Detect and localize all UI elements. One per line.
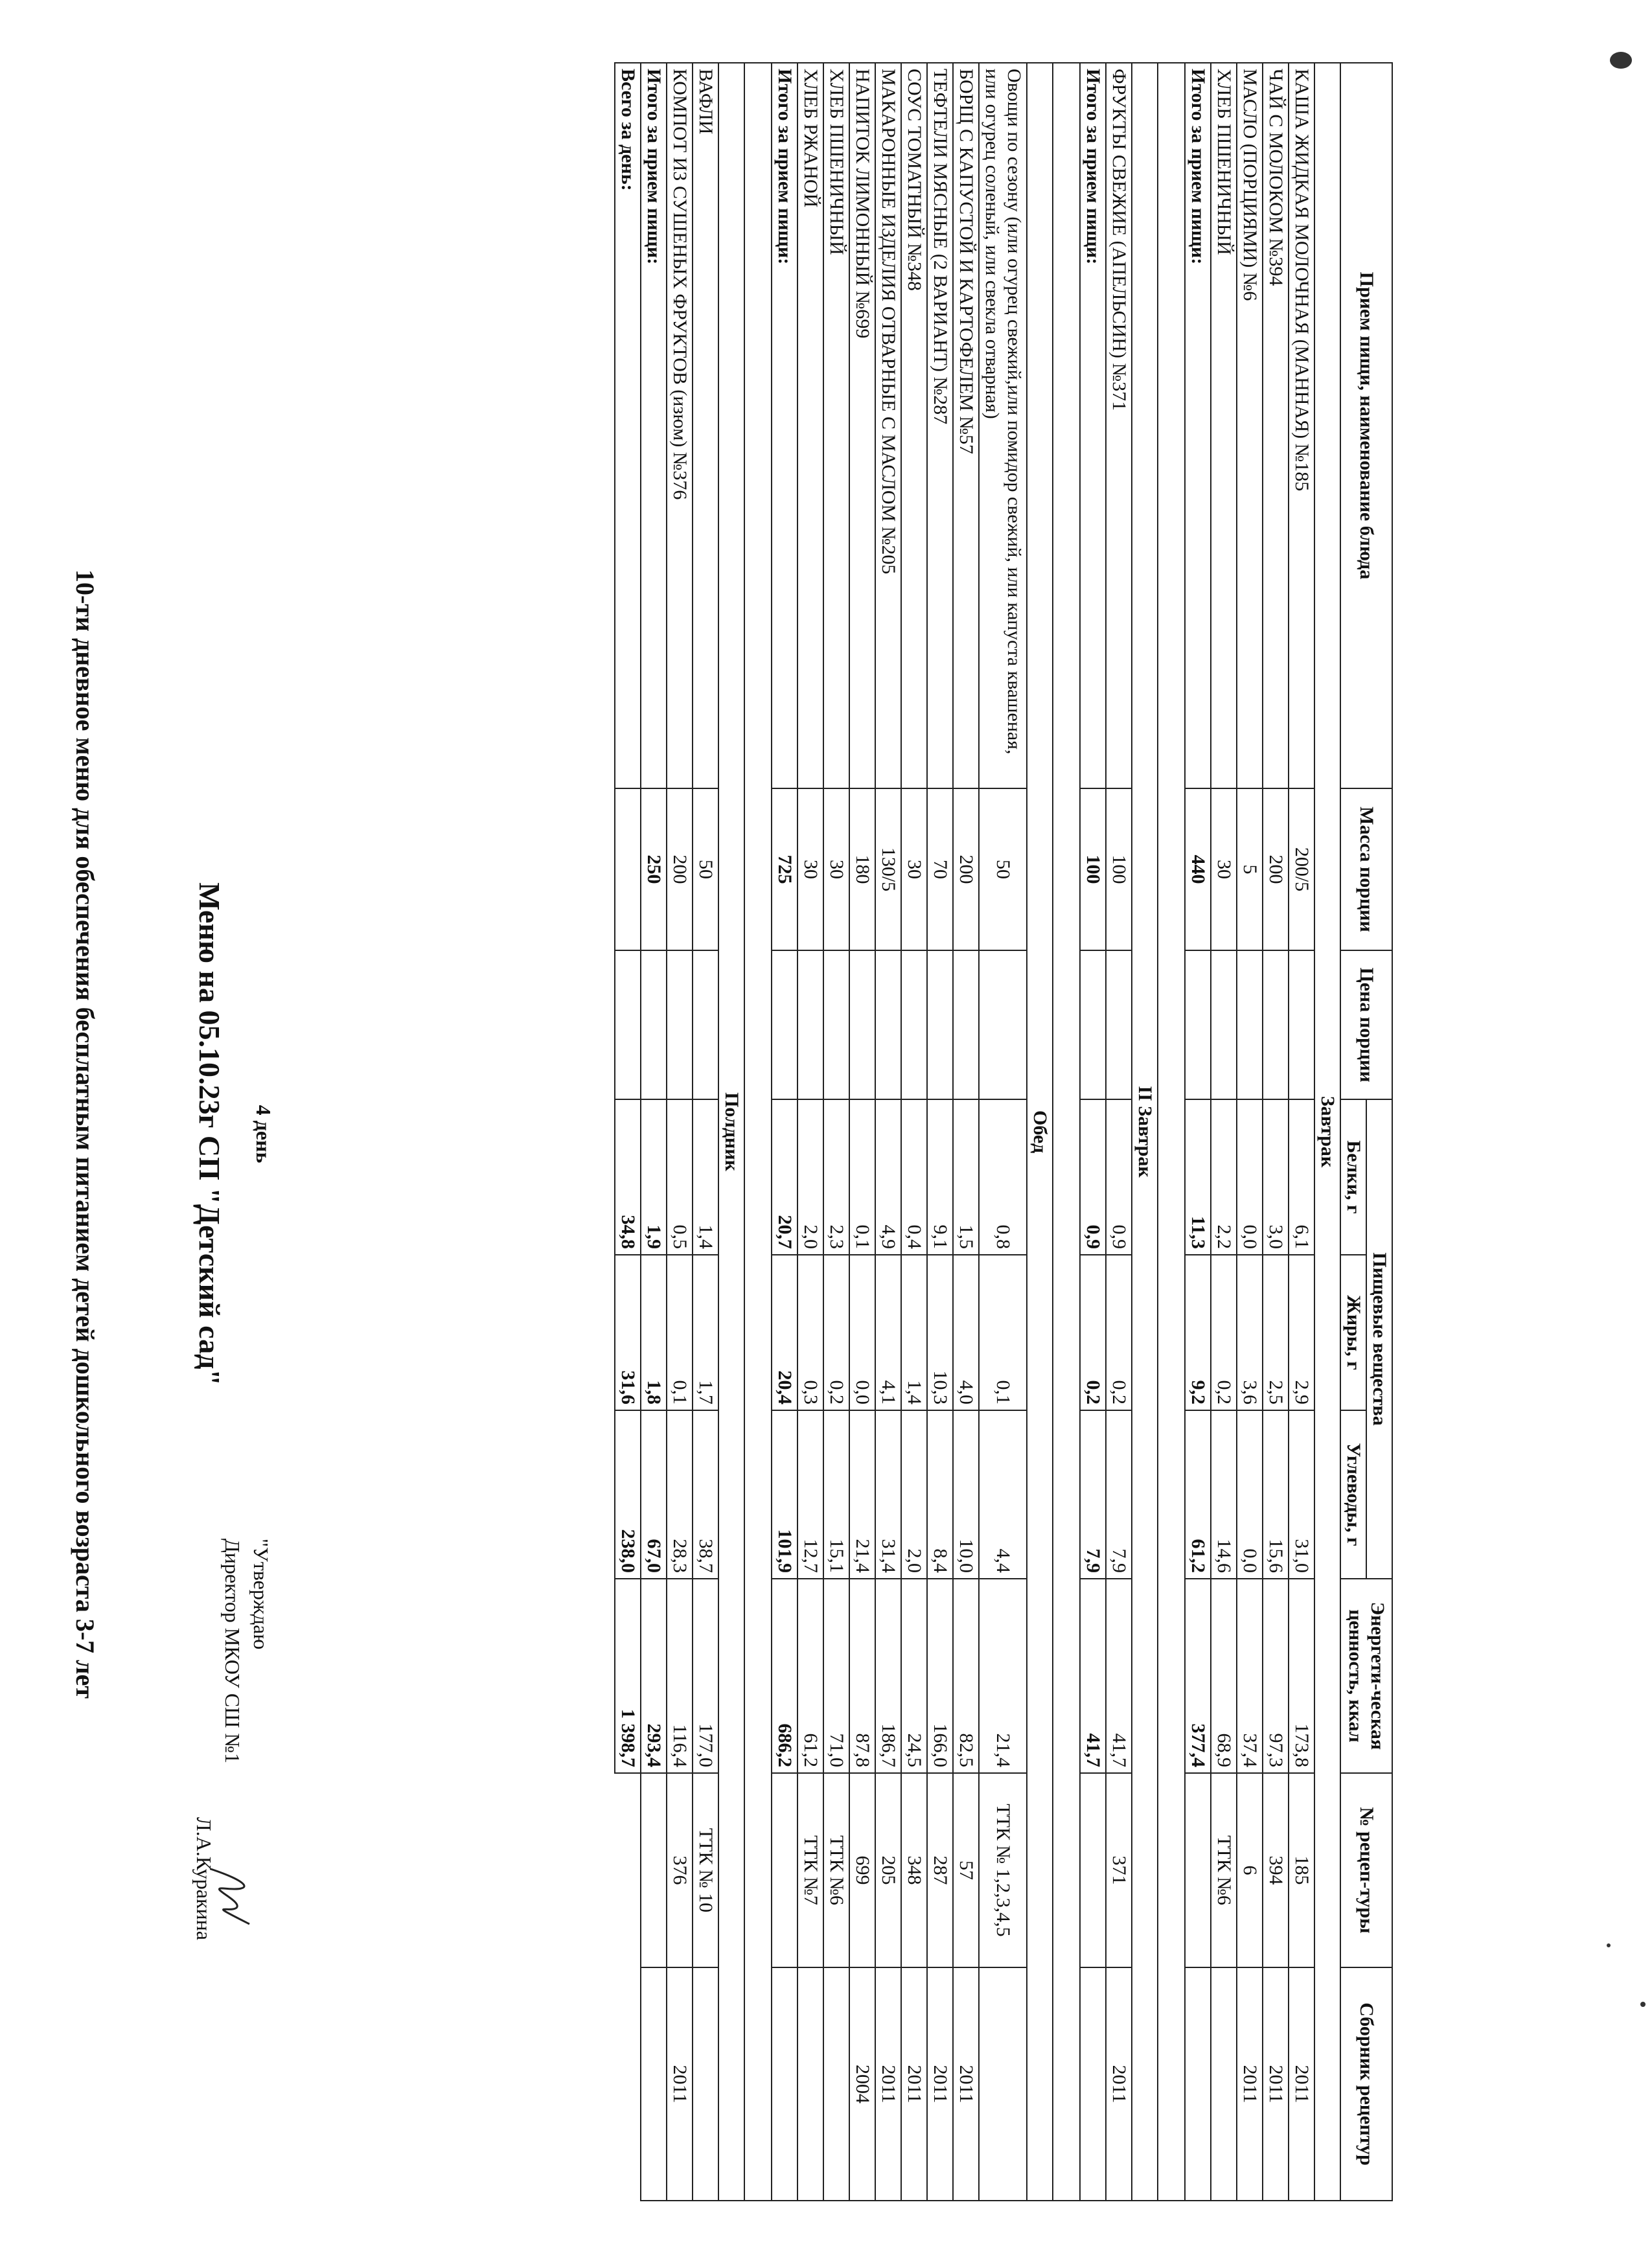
- fat-value: 3,6: [1237, 1255, 1263, 1410]
- total-protein: 0,9: [1080, 1099, 1106, 1255]
- carb-value: 10,0: [953, 1410, 979, 1579]
- empty-cell: [641, 1773, 667, 1967]
- fat-value: 0,3: [797, 1255, 823, 1410]
- table-row: [823, 63, 849, 2201]
- empty-cell: [1185, 1773, 1211, 1967]
- table-row: [1263, 63, 1289, 2201]
- protein-value: 1,5: [953, 1099, 979, 1255]
- portion-price: [1211, 950, 1237, 1099]
- protein-value: 9,1: [927, 1099, 953, 1255]
- table-row: [1211, 63, 1237, 2201]
- collection-year: [693, 1967, 718, 2201]
- empty-cell: [1080, 1773, 1106, 1967]
- total-row: [1080, 63, 1106, 2201]
- fat-value: 2,5: [1263, 1255, 1289, 1410]
- collection-year: [823, 1967, 849, 2201]
- fat-value: 0,1: [979, 1255, 1027, 1410]
- collection-year: 2011: [1106, 1967, 1132, 2201]
- total-mass: 440: [1185, 788, 1211, 950]
- section-title: Обед: [1027, 63, 1053, 2201]
- energy-value: 61,2: [797, 1579, 823, 1773]
- total-carb: 61,2: [1185, 1410, 1211, 1579]
- empty-cell: [1080, 1967, 1106, 2201]
- protein-value: 2,2: [1211, 1099, 1237, 1255]
- grand-total-protein: 34,8: [615, 1099, 641, 1255]
- empty-cell: [772, 1773, 797, 1967]
- portion-mass: 50: [693, 788, 718, 950]
- total-mass: 725: [772, 788, 797, 950]
- approval-line-1: "Утверждаю: [249, 1539, 273, 1650]
- portion-mass: 200/5: [1289, 788, 1314, 950]
- empty-cell: [641, 950, 667, 1099]
- collection-year: 2011: [1289, 1967, 1314, 2201]
- portion-mass: 200: [1263, 788, 1289, 950]
- fat-value: 4,0: [953, 1255, 979, 1410]
- protein-value: 2,0: [797, 1099, 823, 1255]
- total-energy: 41,7: [1080, 1579, 1106, 1773]
- grand-total-row: [615, 63, 641, 2201]
- energy-value: 97,3: [1263, 1579, 1289, 1773]
- energy-value: 41,7: [1106, 1579, 1132, 1773]
- total-protein: 11,3: [1185, 1099, 1211, 1255]
- total-row: [772, 63, 797, 2201]
- dish-name: ХЛЕБ РЖАНОЙ: [797, 63, 823, 788]
- spacer-cell: [1053, 63, 1080, 2201]
- energy-value: 71,0: [823, 1579, 849, 1773]
- dish-name: БОРЩ С КАПУСТОЙ И КАРТОФЕЛЕМ №57: [953, 63, 979, 788]
- carb-value: 7,9: [1106, 1410, 1132, 1579]
- recipe-number: 376: [667, 1773, 693, 1967]
- fat-value: 1,7: [693, 1255, 718, 1410]
- portion-price: [667, 950, 693, 1099]
- recipe-number: 6: [1237, 1773, 1263, 1967]
- portion-price: [849, 950, 875, 1099]
- dish-name: СОУС ТОМАТНЫЙ №348: [901, 63, 927, 788]
- fat-value: 4,1: [875, 1255, 901, 1410]
- dish-name: ЧАЙ С МОЛОКОМ №394: [1263, 63, 1289, 788]
- document-title: 10-ти дневное меню для обеспечения бесплатным питанием детей дошкольного возраста 3-7 лет: [71, 569, 100, 1699]
- header-recipe-no: № рецеп-туры: [1340, 1773, 1392, 1967]
- total-carb: 67,0: [641, 1410, 667, 1579]
- protein-value: 3,0: [1263, 1099, 1289, 1255]
- dish-name: ВАФЛИ: [693, 63, 718, 788]
- protein-value: 0,5: [667, 1099, 693, 1255]
- portion-mass: 70: [927, 788, 953, 950]
- section-row: [1027, 63, 1053, 2201]
- empty-cell: [1080, 950, 1106, 1099]
- empty-cell: [772, 1967, 797, 2201]
- recipe-number: ТТК № 10: [693, 1773, 718, 1967]
- protein-value: 6,1: [1289, 1099, 1314, 1255]
- portion-mass: 100: [1106, 788, 1132, 950]
- carb-value: 14,6: [1211, 1410, 1237, 1579]
- table-row: [901, 63, 927, 2201]
- collection-year: [979, 1967, 1027, 2201]
- scan-speck: [1610, 52, 1632, 69]
- portion-mass: 200: [953, 788, 979, 950]
- total-protein: 1,9: [641, 1099, 667, 1255]
- spacer-row: [1053, 63, 1080, 2201]
- energy-value: 37,4: [1237, 1579, 1263, 1773]
- total-carb: 7,9: [1080, 1410, 1106, 1579]
- protein-value: 0,8: [979, 1099, 1027, 1255]
- section-row: [1314, 63, 1340, 2201]
- table-row: [1289, 63, 1314, 2201]
- recipe-number: 57: [953, 1773, 979, 1967]
- table-row: [797, 63, 823, 2201]
- recipe-number: 394: [1263, 1773, 1289, 1967]
- energy-value: 177,0: [693, 1579, 718, 1773]
- recipe-number: ТТК №7: [797, 1773, 823, 1967]
- recipe-number: 185: [1289, 1773, 1314, 1967]
- grand-total-energy: 1 398,7: [615, 1579, 641, 1773]
- portion-price: [823, 950, 849, 1099]
- total-label: Итого за прием пищи:: [1080, 63, 1106, 788]
- header-collection: Сборник рецептур: [1340, 1967, 1392, 2201]
- protein-value: 0,0: [1237, 1099, 1263, 1255]
- portion-price: [953, 950, 979, 1099]
- header-energy: Энергети-ческая ценность, ккал: [1340, 1579, 1392, 1773]
- portion-mass: 30: [823, 788, 849, 950]
- total-fat: 20,4: [772, 1255, 797, 1410]
- total-energy: 377,4: [1185, 1579, 1211, 1773]
- total-mass: 100: [1080, 788, 1106, 950]
- dish-name: ТЕФТЕЛИ МЯСНЫЕ (2 ВАРИАНТ) №287: [927, 63, 953, 788]
- total-protein: 20,7: [772, 1099, 797, 1255]
- collection-year: 2011: [1263, 1967, 1289, 2201]
- header-nutrients: Пищевые вещества: [1366, 1099, 1392, 1579]
- portion-mass: 200: [667, 788, 693, 950]
- portion-mass: 5: [1237, 788, 1263, 950]
- carb-value: 2,0: [901, 1410, 927, 1579]
- grand-total-fat: 31,6: [615, 1255, 641, 1410]
- grand-total-carb: 238,0: [615, 1410, 641, 1579]
- carb-value: 31,4: [875, 1410, 901, 1579]
- header-portion-price: Цена порции: [1340, 950, 1392, 1099]
- approval-line-2: Директор МКОУ СШ №1: [221, 1539, 244, 1763]
- fat-value: 1,4: [901, 1255, 927, 1410]
- portion-mass: 50: [979, 788, 1027, 950]
- total-energy: 686,2: [772, 1579, 797, 1773]
- total-row: [1185, 63, 1211, 2201]
- dish-name: НАПИТОК ЛИМОННЫЙ №699: [849, 63, 875, 788]
- portion-mass: 30: [1211, 788, 1237, 950]
- table-row: [693, 63, 718, 2201]
- fat-value: 10,3: [927, 1255, 953, 1410]
- recipe-number: 205: [875, 1773, 901, 1967]
- total-row: [641, 63, 667, 2201]
- protein-value: 1,4: [693, 1099, 718, 1255]
- total-mass: 250: [641, 788, 667, 950]
- carb-value: 21,4: [849, 1410, 875, 1579]
- collection-year: [797, 1967, 823, 2201]
- menu-title: Меню на 05.10.23г СП "Детский сад": [193, 882, 226, 1386]
- carb-value: 28,3: [667, 1410, 693, 1579]
- spacer-cell: [1158, 63, 1185, 2201]
- recipe-number: ТТК №6: [1211, 1773, 1237, 1967]
- carb-value: 15,1: [823, 1410, 849, 1579]
- grand-total-label: Всего за день:: [615, 63, 641, 788]
- table-row: [667, 63, 693, 2201]
- empty-cell: [1185, 1967, 1211, 2201]
- collection-year: 2011: [901, 1967, 927, 2201]
- carb-value: 4,4: [979, 1410, 1027, 1579]
- approval-line-3: Л.А.Куракина: [192, 1817, 216, 1940]
- energy-value: 87,8: [849, 1579, 875, 1773]
- fat-value: 0,2: [1106, 1255, 1132, 1410]
- dish-name: КАША ЖИДКАЯ МОЛОЧНАЯ (МАННАЯ) №185: [1289, 63, 1314, 788]
- spacer-cell: [744, 63, 772, 2201]
- total-label: Итого за прием пищи:: [772, 63, 797, 788]
- collection-year: 2011: [927, 1967, 953, 2201]
- collection-year: 2011: [953, 1967, 979, 2201]
- portion-price: [875, 950, 901, 1099]
- header-portion-mass: Масса порции: [1340, 788, 1392, 950]
- portion-mass: 30: [797, 788, 823, 950]
- table-row: [1237, 63, 1263, 2201]
- portion-price: [1237, 950, 1263, 1099]
- protein-value: 4,9: [875, 1099, 901, 1255]
- table-row: [953, 63, 979, 2201]
- collection-year: 2011: [1237, 1967, 1263, 2201]
- carb-value: 8,4: [927, 1410, 953, 1579]
- menu-table: [614, 62, 1393, 2201]
- energy-value: 21,4: [979, 1579, 1027, 1773]
- empty-cell: [1185, 950, 1211, 1099]
- total-label: Итого за прием пищи:: [1185, 63, 1211, 788]
- table-row: [849, 63, 875, 2201]
- day-label: 4 день: [252, 1105, 275, 1163]
- spacer-row: [1158, 63, 1185, 2201]
- table-row: [979, 63, 1027, 2201]
- recipe-number: 699: [849, 1773, 875, 1967]
- portion-mass: 130/5: [875, 788, 901, 950]
- energy-value: 82,5: [953, 1579, 979, 1773]
- portion-mass: 180: [849, 788, 875, 950]
- empty-cell: [641, 1967, 667, 2201]
- header-carbs: Углеводы, г: [1340, 1410, 1366, 1579]
- portion-price: [1289, 950, 1314, 1099]
- portion-price: [979, 950, 1027, 1099]
- carb-value: 15,6: [1263, 1410, 1289, 1579]
- energy-value: 24,5: [901, 1579, 927, 1773]
- dish-name: МАСЛО (ПОРЦИЯМИ) №6: [1237, 63, 1263, 788]
- section-title: II Завтрак: [1132, 63, 1158, 2201]
- empty-cell: [615, 788, 641, 950]
- recipe-number: 287: [927, 1773, 953, 1967]
- energy-value: 173,8: [1289, 1579, 1314, 1773]
- recipe-number: ТТК №6: [823, 1773, 849, 1967]
- total-fat: 0,2: [1080, 1255, 1106, 1410]
- total-fat: 1,8: [641, 1255, 667, 1410]
- total-fat: 9,2: [1185, 1255, 1211, 1410]
- scan-speck: [1640, 2002, 1646, 2007]
- empty-cell: [772, 950, 797, 1099]
- carb-value: 31,0: [1289, 1410, 1314, 1579]
- total-energy: 293,4: [641, 1579, 667, 1773]
- header-proteins: Белки, г: [1340, 1099, 1366, 1255]
- energy-value: 68,9: [1211, 1579, 1237, 1773]
- fat-value: 0,2: [1211, 1255, 1237, 1410]
- collection-year: 2011: [875, 1967, 901, 2201]
- section-row: [718, 63, 744, 2201]
- table-row: [1106, 63, 1132, 2201]
- dish-name: МАКАРОННЫЕ ИЗДЕЛИЯ ОТВАРНЫЕ С МАСЛОМ №205: [875, 63, 901, 788]
- energy-value: 166,0: [927, 1579, 953, 1773]
- portion-price: [901, 950, 927, 1099]
- collection-year: [1211, 1967, 1237, 2201]
- energy-value: 186,7: [875, 1579, 901, 1773]
- dish-name: ХЛЕБ ПШЕНИЧНЫЙ: [823, 63, 849, 788]
- recipe-number: ТТК № 1,2,3,4,5: [979, 1773, 1027, 1967]
- protein-value: 0,4: [901, 1099, 927, 1255]
- fat-value: 0,2: [823, 1255, 849, 1410]
- scan-speck: [1607, 1943, 1611, 1947]
- dish-name: ФРУКТЫ СВЕЖИЕ (АПЕЛЬСИН) №371: [1106, 63, 1132, 788]
- portion-price: [927, 950, 953, 1099]
- table-row: [875, 63, 901, 2201]
- recipe-number: 371: [1106, 1773, 1132, 1967]
- section-title: Полдник: [718, 63, 744, 2201]
- dish-name: Овощи по сезону (или огурец свежий,или помидор свежий, или капуста квашеная, или огурец соленый, или свекла отварная): [979, 63, 1027, 788]
- portion-price: [1106, 950, 1132, 1099]
- protein-value: 0,9: [1106, 1099, 1132, 1255]
- fat-value: 2,9: [1289, 1255, 1314, 1410]
- dish-name: ХЛЕБ ПШЕНИЧНЫЙ: [1211, 63, 1237, 788]
- portion-mass: 30: [901, 788, 927, 950]
- recipe-number: 348: [901, 1773, 927, 1967]
- collection-year: 2004: [849, 1967, 875, 2201]
- protein-value: 0,1: [849, 1099, 875, 1255]
- collection-year: 2011: [667, 1967, 693, 2201]
- protein-value: 2,3: [823, 1099, 849, 1255]
- spacer-row: [744, 63, 772, 2201]
- header-meal-name: Прием пищи, наименование блюда: [1340, 63, 1392, 788]
- header-fats: Жиры, г: [1340, 1255, 1366, 1410]
- portion-price: [693, 950, 718, 1099]
- total-label: Итого за прием пищи:: [641, 63, 667, 788]
- total-carb: 101,9: [772, 1410, 797, 1579]
- dish-name: КОМПОТ ИЗ СУШЕНЫХ ФРУКТОВ (изюм) №376: [667, 63, 693, 788]
- portion-price: [1263, 950, 1289, 1099]
- carb-value: 12,7: [797, 1410, 823, 1579]
- carb-value: 38,7: [693, 1410, 718, 1579]
- fat-value: 0,1: [667, 1255, 693, 1410]
- energy-value: 116,4: [667, 1579, 693, 1773]
- carb-value: 0,0: [1237, 1410, 1263, 1579]
- fat-value: 0,0: [849, 1255, 875, 1410]
- portion-price: [797, 950, 823, 1099]
- section-title: Завтрак: [1314, 63, 1340, 2201]
- section-row: [1132, 63, 1158, 2201]
- empty-cell: [615, 950, 641, 1099]
- table-row: [927, 63, 953, 2201]
- menu-body: [615, 63, 1340, 2201]
